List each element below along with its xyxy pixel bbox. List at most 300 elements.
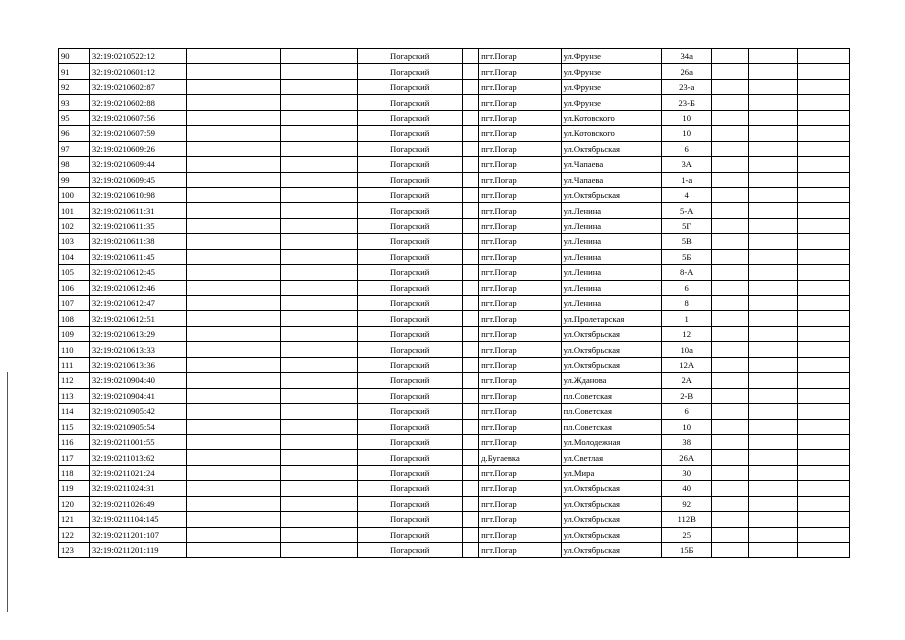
cell-district: Погарский bbox=[357, 512, 462, 527]
cell-empty bbox=[186, 357, 281, 372]
cell-empty bbox=[749, 512, 798, 527]
cell-district: Погарский bbox=[357, 157, 462, 172]
cell-house-number: 1 bbox=[662, 311, 711, 326]
cell-empty bbox=[186, 450, 281, 465]
cell-empty bbox=[186, 218, 281, 233]
table-row bbox=[59, 234, 850, 249]
cell-empty bbox=[798, 496, 850, 511]
cell-house-number: 25 bbox=[662, 527, 711, 542]
cell-cadastral-number: 32:19:0210613:33 bbox=[89, 342, 186, 357]
cell-locality: пгт.Погар bbox=[479, 79, 561, 94]
cell-empty bbox=[281, 141, 357, 156]
cell-cadastral-number: 32:19:0211201:107 bbox=[89, 527, 186, 542]
cell-empty bbox=[711, 49, 748, 64]
cell-district: Погарский bbox=[357, 141, 462, 156]
cell-empty bbox=[798, 249, 850, 264]
cell-empty bbox=[186, 388, 281, 403]
cell-house-number: 34а bbox=[662, 49, 711, 64]
cell-empty bbox=[186, 496, 281, 511]
cell-empty bbox=[749, 357, 798, 372]
cell-empty bbox=[711, 110, 748, 125]
cell-empty bbox=[711, 419, 748, 434]
cell-empty bbox=[749, 110, 798, 125]
table-row bbox=[59, 512, 850, 527]
cell-house-number: 10 bbox=[662, 419, 711, 434]
cell-district: Погарский bbox=[357, 419, 462, 434]
cell-house-number: 40 bbox=[662, 481, 711, 496]
cell-row-number: 112 bbox=[59, 373, 90, 388]
cell-empty bbox=[281, 296, 357, 311]
cell-empty bbox=[186, 126, 281, 141]
cell-district: Погарский bbox=[357, 496, 462, 511]
cell-cadastral-number: 32:19:0210612:45 bbox=[89, 265, 186, 280]
cell-cadastral-number: 32:19:0210612:51 bbox=[89, 311, 186, 326]
table-row bbox=[59, 419, 850, 434]
cell-empty bbox=[462, 172, 478, 187]
cell-street: ул.Чапаева bbox=[561, 172, 662, 187]
cell-empty bbox=[798, 95, 850, 110]
scan-edge-line bbox=[7, 372, 8, 612]
cell-cadastral-number: 32:19:0211021:24 bbox=[89, 465, 186, 480]
cell-locality: пгт.Погар bbox=[479, 64, 561, 79]
table-row bbox=[59, 481, 850, 496]
cell-locality: пгт.Погар bbox=[479, 481, 561, 496]
cell-row-number: 90 bbox=[59, 49, 90, 64]
cell-cadastral-number: 32:19:0210904:41 bbox=[89, 388, 186, 403]
cell-empty bbox=[462, 465, 478, 480]
cell-empty bbox=[462, 326, 478, 341]
cell-cadastral-number: 32:19:0210904:40 bbox=[89, 373, 186, 388]
cell-district: Погарский bbox=[357, 326, 462, 341]
cell-empty bbox=[462, 434, 478, 449]
cell-street: ул.Ленина bbox=[561, 203, 662, 218]
cell-locality: пгт.Погар bbox=[479, 388, 561, 403]
cell-cadastral-number: 32:19:0210609:44 bbox=[89, 157, 186, 172]
cell-locality: пгт.Погар bbox=[479, 434, 561, 449]
cell-locality: пгт.Погар bbox=[479, 187, 561, 202]
cell-empty bbox=[462, 404, 478, 419]
cell-cadastral-number: 32:19:0210612:46 bbox=[89, 280, 186, 295]
cell-street: ул.Ленина bbox=[561, 280, 662, 295]
cell-empty bbox=[281, 481, 357, 496]
table-row bbox=[59, 342, 850, 357]
table-row bbox=[59, 126, 850, 141]
cell-street: ул.Октябрьская bbox=[561, 141, 662, 156]
cell-empty bbox=[749, 95, 798, 110]
cell-house-number: 4 bbox=[662, 187, 711, 202]
table-row bbox=[59, 280, 850, 295]
cell-empty bbox=[749, 450, 798, 465]
cell-empty bbox=[798, 326, 850, 341]
table-row bbox=[59, 110, 850, 125]
table-row bbox=[59, 249, 850, 264]
cell-empty bbox=[186, 404, 281, 419]
cell-row-number: 104 bbox=[59, 249, 90, 264]
cell-empty bbox=[281, 126, 357, 141]
cell-empty bbox=[749, 373, 798, 388]
cell-row-number: 121 bbox=[59, 512, 90, 527]
cell-cadastral-number: 32:19:0210613:36 bbox=[89, 357, 186, 372]
cell-house-number: 15Б bbox=[662, 543, 711, 558]
cell-empty bbox=[711, 296, 748, 311]
cell-empty bbox=[186, 311, 281, 326]
cell-house-number: 2А bbox=[662, 373, 711, 388]
cell-empty bbox=[462, 296, 478, 311]
cell-district: Погарский bbox=[357, 249, 462, 264]
cell-empty bbox=[798, 141, 850, 156]
cell-locality: пгт.Погар bbox=[479, 543, 561, 558]
cell-empty bbox=[711, 249, 748, 264]
cell-locality: пгт.Погар bbox=[479, 342, 561, 357]
cell-empty bbox=[749, 249, 798, 264]
cell-empty bbox=[186, 527, 281, 542]
cell-empty bbox=[711, 357, 748, 372]
cell-row-number: 95 bbox=[59, 110, 90, 125]
cell-locality: пгт.Погар bbox=[479, 218, 561, 233]
cell-house-number: 92 bbox=[662, 496, 711, 511]
cell-empty bbox=[281, 465, 357, 480]
table-row bbox=[59, 465, 850, 480]
cell-empty bbox=[186, 543, 281, 558]
cell-empty bbox=[281, 496, 357, 511]
cell-house-number: 6 bbox=[662, 141, 711, 156]
table-row bbox=[59, 496, 850, 511]
cell-empty bbox=[711, 481, 748, 496]
cell-empty bbox=[281, 280, 357, 295]
cell-cadastral-number: 32:19:0210601:12 bbox=[89, 64, 186, 79]
cell-empty bbox=[711, 388, 748, 403]
cell-empty bbox=[281, 249, 357, 264]
cell-empty bbox=[749, 342, 798, 357]
cell-street: ул.Жданова bbox=[561, 373, 662, 388]
cell-row-number: 105 bbox=[59, 265, 90, 280]
cell-empty bbox=[711, 280, 748, 295]
cell-empty bbox=[281, 157, 357, 172]
cell-locality: пгт.Погар bbox=[479, 311, 561, 326]
cell-locality: пгт.Погар bbox=[479, 527, 561, 542]
table-row bbox=[59, 265, 850, 280]
cell-locality: пгт.Погар bbox=[479, 265, 561, 280]
cell-empty bbox=[462, 496, 478, 511]
cell-empty bbox=[462, 95, 478, 110]
cell-district: Погарский bbox=[357, 95, 462, 110]
cell-empty bbox=[186, 64, 281, 79]
cell-empty bbox=[798, 465, 850, 480]
cell-empty bbox=[281, 373, 357, 388]
cell-empty bbox=[186, 110, 281, 125]
cell-locality: пгт.Погар bbox=[479, 203, 561, 218]
cell-empty bbox=[711, 126, 748, 141]
cell-empty bbox=[711, 465, 748, 480]
cell-street: ул.Октябрьская bbox=[561, 496, 662, 511]
table-row bbox=[59, 373, 850, 388]
cell-empty bbox=[281, 326, 357, 341]
cell-row-number: 101 bbox=[59, 203, 90, 218]
cell-empty bbox=[186, 481, 281, 496]
cell-cadastral-number: 32:19:0210522:12 bbox=[89, 49, 186, 64]
cell-empty bbox=[798, 450, 850, 465]
table-row bbox=[59, 388, 850, 403]
cell-empty bbox=[711, 434, 748, 449]
cell-empty bbox=[798, 296, 850, 311]
cell-empty bbox=[281, 265, 357, 280]
cell-empty bbox=[462, 342, 478, 357]
cell-empty bbox=[186, 203, 281, 218]
cell-empty bbox=[798, 434, 850, 449]
cell-district: Погарский bbox=[357, 172, 462, 187]
cell-empty bbox=[711, 218, 748, 233]
cell-locality: пгт.Погар bbox=[479, 496, 561, 511]
cell-house-number: 10а bbox=[662, 342, 711, 357]
cell-empty bbox=[749, 326, 798, 341]
cell-empty bbox=[281, 434, 357, 449]
cell-empty bbox=[462, 64, 478, 79]
cell-empty bbox=[186, 141, 281, 156]
cell-empty bbox=[749, 187, 798, 202]
cell-empty bbox=[711, 157, 748, 172]
cell-house-number: 5Г bbox=[662, 218, 711, 233]
cell-street: ул.Октябрьская bbox=[561, 512, 662, 527]
cell-street: ул.Ленина bbox=[561, 296, 662, 311]
cell-cadastral-number: 32:19:0211201:119 bbox=[89, 543, 186, 558]
cell-empty bbox=[281, 543, 357, 558]
cell-district: Погарский bbox=[357, 434, 462, 449]
cell-house-number: 6 bbox=[662, 280, 711, 295]
cell-street: пл.Советская bbox=[561, 419, 662, 434]
cell-house-number: 5В bbox=[662, 234, 711, 249]
cell-row-number: 102 bbox=[59, 218, 90, 233]
cell-street: ул.Фрунзе bbox=[561, 79, 662, 94]
cell-empty bbox=[281, 419, 357, 434]
cell-empty bbox=[749, 141, 798, 156]
cell-locality: д.Бугаевка bbox=[479, 450, 561, 465]
cell-row-number: 118 bbox=[59, 465, 90, 480]
cell-street: ул.Октябрьская bbox=[561, 187, 662, 202]
cell-house-number: 8 bbox=[662, 296, 711, 311]
cell-empty bbox=[798, 187, 850, 202]
cell-empty bbox=[462, 249, 478, 264]
cell-empty bbox=[798, 419, 850, 434]
cell-house-number: 10 bbox=[662, 126, 711, 141]
cell-empty bbox=[749, 218, 798, 233]
cell-locality: пгт.Погар bbox=[479, 172, 561, 187]
cell-district: Погарский bbox=[357, 203, 462, 218]
cell-row-number: 120 bbox=[59, 496, 90, 511]
cell-empty bbox=[749, 126, 798, 141]
cell-empty bbox=[462, 110, 478, 125]
cell-empty bbox=[281, 64, 357, 79]
cell-house-number: 23-а bbox=[662, 79, 711, 94]
cell-row-number: 119 bbox=[59, 481, 90, 496]
cell-empty bbox=[798, 203, 850, 218]
cell-empty bbox=[711, 187, 748, 202]
table-row bbox=[59, 79, 850, 94]
cell-cadastral-number: 32:19:0211104:145 bbox=[89, 512, 186, 527]
cell-empty bbox=[186, 172, 281, 187]
cell-house-number: 26А bbox=[662, 450, 711, 465]
cell-empty bbox=[798, 234, 850, 249]
cell-district: Погарский bbox=[357, 110, 462, 125]
cell-empty bbox=[281, 95, 357, 110]
cell-house-number: 30 bbox=[662, 465, 711, 480]
cell-empty bbox=[749, 265, 798, 280]
cell-row-number: 115 bbox=[59, 419, 90, 434]
cell-street: ул.Мира bbox=[561, 465, 662, 480]
cell-empty bbox=[186, 265, 281, 280]
cell-row-number: 107 bbox=[59, 296, 90, 311]
cell-empty bbox=[462, 527, 478, 542]
property-registry-table bbox=[58, 48, 850, 558]
cell-empty bbox=[798, 481, 850, 496]
cell-cadastral-number: 32:19:0210602:88 bbox=[89, 95, 186, 110]
cell-empty bbox=[798, 373, 850, 388]
cell-street: ул.Молодежная bbox=[561, 434, 662, 449]
cell-cadastral-number: 32:19:0210611:35 bbox=[89, 218, 186, 233]
cell-row-number: 93 bbox=[59, 95, 90, 110]
cell-empty bbox=[749, 465, 798, 480]
cell-cadastral-number: 32:19:0211024:31 bbox=[89, 481, 186, 496]
cell-street: ул.Котовского bbox=[561, 126, 662, 141]
cell-empty bbox=[798, 388, 850, 403]
cell-cadastral-number: 32:19:0210607:59 bbox=[89, 126, 186, 141]
cell-house-number: 12 bbox=[662, 326, 711, 341]
cell-empty bbox=[462, 357, 478, 372]
cell-house-number: 12А bbox=[662, 357, 711, 372]
cell-empty bbox=[711, 450, 748, 465]
cell-row-number: 117 bbox=[59, 450, 90, 465]
table-row bbox=[59, 527, 850, 542]
cell-empty bbox=[749, 434, 798, 449]
cell-row-number: 92 bbox=[59, 79, 90, 94]
cell-street: ул.Фрунзе bbox=[561, 95, 662, 110]
cell-empty bbox=[749, 280, 798, 295]
cell-empty bbox=[798, 512, 850, 527]
cell-locality: пгт.Погар bbox=[479, 357, 561, 372]
cell-locality: пгт.Погар bbox=[479, 141, 561, 156]
cell-row-number: 111 bbox=[59, 357, 90, 372]
cell-street: ул.Октябрьская bbox=[561, 342, 662, 357]
cell-empty bbox=[462, 49, 478, 64]
cell-row-number: 123 bbox=[59, 543, 90, 558]
cell-empty bbox=[711, 326, 748, 341]
cell-empty bbox=[711, 95, 748, 110]
cell-district: Погарский bbox=[357, 450, 462, 465]
cell-empty bbox=[749, 481, 798, 496]
cell-district: Погарский bbox=[357, 265, 462, 280]
cell-house-number: 5Б bbox=[662, 249, 711, 264]
cell-empty bbox=[281, 218, 357, 233]
cell-house-number: 5-А bbox=[662, 203, 711, 218]
cell-empty bbox=[749, 296, 798, 311]
cell-empty bbox=[711, 265, 748, 280]
cell-empty bbox=[462, 512, 478, 527]
table-row bbox=[59, 404, 850, 419]
cell-district: Погарский bbox=[357, 342, 462, 357]
cell-row-number: 100 bbox=[59, 187, 90, 202]
table-row bbox=[59, 187, 850, 202]
cell-empty bbox=[462, 203, 478, 218]
cell-empty bbox=[798, 157, 850, 172]
cell-district: Погарский bbox=[357, 234, 462, 249]
cell-empty bbox=[186, 49, 281, 64]
cell-empty bbox=[281, 203, 357, 218]
cell-empty bbox=[798, 79, 850, 94]
cell-street: ул.Октябрьская bbox=[561, 481, 662, 496]
cell-row-number: 108 bbox=[59, 311, 90, 326]
cell-row-number: 99 bbox=[59, 172, 90, 187]
cell-empty bbox=[798, 110, 850, 125]
cell-street: ул.Ленина bbox=[561, 265, 662, 280]
cell-street: ул.Октябрьская bbox=[561, 357, 662, 372]
cell-cadastral-number: 32:19:0210612:47 bbox=[89, 296, 186, 311]
cell-empty bbox=[186, 326, 281, 341]
cell-row-number: 97 bbox=[59, 141, 90, 156]
cell-empty bbox=[711, 342, 748, 357]
cell-district: Погарский bbox=[357, 280, 462, 295]
cell-house-number: 2-В bbox=[662, 388, 711, 403]
cell-row-number: 122 bbox=[59, 527, 90, 542]
cell-empty bbox=[281, 342, 357, 357]
cell-empty bbox=[798, 527, 850, 542]
cell-empty bbox=[281, 527, 357, 542]
cell-empty bbox=[749, 388, 798, 403]
cell-cadastral-number: 32:19:0210905:42 bbox=[89, 404, 186, 419]
cell-empty bbox=[462, 157, 478, 172]
cell-row-number: 103 bbox=[59, 234, 90, 249]
cell-empty bbox=[749, 64, 798, 79]
cell-locality: пгт.Погар bbox=[479, 280, 561, 295]
cell-district: Погарский bbox=[357, 404, 462, 419]
cell-locality: пгт.Погар bbox=[479, 110, 561, 125]
cell-row-number: 110 bbox=[59, 342, 90, 357]
table-row bbox=[59, 434, 850, 449]
cell-empty bbox=[749, 234, 798, 249]
cell-empty bbox=[798, 280, 850, 295]
cell-empty bbox=[281, 172, 357, 187]
cell-empty bbox=[711, 79, 748, 94]
cell-empty bbox=[281, 49, 357, 64]
cell-street: пл.Советская bbox=[561, 388, 662, 403]
cell-locality: пгт.Погар bbox=[479, 465, 561, 480]
cell-locality: пгт.Погар bbox=[479, 512, 561, 527]
cell-street: ул.Фрунзе bbox=[561, 64, 662, 79]
cell-empty bbox=[186, 249, 281, 264]
cell-empty bbox=[711, 527, 748, 542]
cell-locality: пгт.Погар bbox=[479, 49, 561, 64]
cell-locality: пгт.Погар bbox=[479, 404, 561, 419]
cell-empty bbox=[462, 388, 478, 403]
cell-empty bbox=[462, 419, 478, 434]
table-row bbox=[59, 49, 850, 64]
cell-house-number: 8-А bbox=[662, 265, 711, 280]
cell-house-number: 6 bbox=[662, 404, 711, 419]
cell-empty bbox=[798, 265, 850, 280]
cell-district: Погарский bbox=[357, 543, 462, 558]
cell-empty bbox=[462, 280, 478, 295]
cell-empty bbox=[281, 234, 357, 249]
cell-empty bbox=[462, 187, 478, 202]
cell-house-number: 10 bbox=[662, 110, 711, 125]
cell-empty bbox=[711, 543, 748, 558]
cell-district: Погарский bbox=[357, 218, 462, 233]
cell-cadastral-number: 32:19:0210609:26 bbox=[89, 141, 186, 156]
table-row bbox=[59, 450, 850, 465]
cell-empty bbox=[749, 172, 798, 187]
cell-empty bbox=[749, 311, 798, 326]
cell-empty bbox=[462, 543, 478, 558]
cell-empty bbox=[281, 450, 357, 465]
table-row bbox=[59, 543, 850, 558]
